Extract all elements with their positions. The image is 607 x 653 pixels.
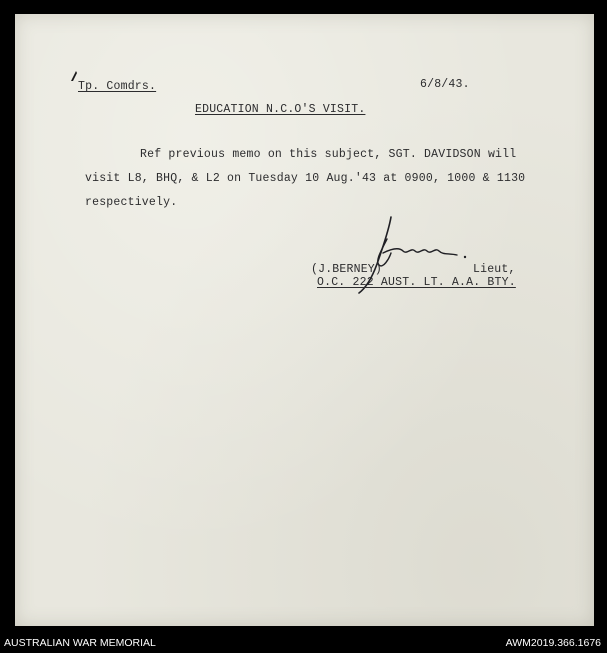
body-line-1: Ref previous memo on this subject, SGT. DAVIDSON will [140, 148, 517, 161]
institution-caption: AUSTRALIAN WAR MEMORIAL [4, 637, 156, 649]
accession-number: AWM2019.366.1676 [505, 637, 601, 649]
addressee: Tp. Comdrs. [78, 80, 157, 93]
pencil-tick-mark [70, 70, 78, 82]
memo-date: 6/8/43. [420, 78, 470, 91]
signatory-name: (J.BERNEY) [311, 263, 383, 276]
memo-subject: EDUCATION N.C.O'S VISIT. [195, 103, 366, 116]
body-line-2: visit L8, BHQ, & L2 on Tuesday 10 Aug.'43 at 0900, 1000 & 1130 [85, 172, 526, 185]
document-page [15, 14, 594, 626]
signatory-unit: O.C. 222 AUST. LT. A.A. BTY. [317, 276, 516, 289]
signatory-rank: Lieut, [473, 263, 516, 276]
body-line-3: respectively. [85, 196, 178, 209]
